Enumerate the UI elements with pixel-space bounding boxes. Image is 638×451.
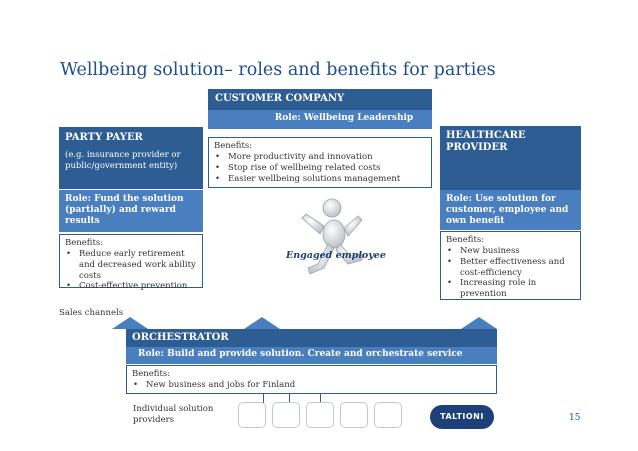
subtitle-line: public/government entity): [65, 161, 178, 171]
orchestrator-header: ORCHESTRATOR: [126, 329, 497, 347]
provider-box: [238, 402, 266, 428]
orchestrator-role: Role: Build and provide solution. Create and orchestrate service: [126, 347, 497, 364]
subtitle-line: (e.g. insurance provider or: [65, 150, 181, 160]
provider-box: [272, 402, 300, 428]
list-item: • Stop rise of wellbeing related costs: [214, 163, 426, 174]
party-payer-benefits: [59, 234, 203, 292]
list-item: • Reduce early retirement and decreased work ability costs: [65, 249, 197, 281]
customer-company-role: Role: Wellbeing Leadership: [208, 110, 432, 129]
list-item: • New business and jobs for Finland: [132, 380, 491, 391]
page-number: 15: [569, 413, 581, 423]
label-line: Individual solution: [133, 404, 214, 414]
list-item: • More productivity and innovation: [214, 152, 426, 163]
page-title: Wellbeing solution– roles and benefits for parties: [60, 60, 496, 80]
benefits-label: Benefits:: [446, 235, 485, 245]
benefits-label: Benefits:: [214, 141, 253, 151]
role-line: own benefit: [446, 216, 505, 226]
customer-company-benefits: [208, 137, 432, 188]
taltioni-logo: TALTIONI: [430, 405, 494, 429]
role-line: results: [65, 216, 100, 226]
healthcare-provider-header: [440, 126, 581, 190]
label-line: providers: [133, 415, 175, 425]
role-line: Role: Fund the solution: [65, 194, 184, 204]
list-item: • Better effectiveness and cost-efficiency: [446, 257, 575, 279]
benefits-label: Benefits:: [132, 369, 171, 379]
providers-label: [133, 404, 213, 426]
header-line: HEALTHCARE: [446, 130, 526, 141]
healthcare-provider-benefits: [440, 231, 581, 300]
customer-company-header: CUSTOMER COMPANY: [208, 89, 432, 110]
arrow-up-icon: [112, 317, 148, 329]
provider-box: [306, 402, 334, 428]
center-label: Engaged employee: [286, 250, 386, 261]
list-item: • Easier wellbeing solutions management: [214, 174, 426, 185]
arrow-up-icon: [244, 317, 280, 329]
provider-box: [340, 402, 368, 428]
role-line: customer, employee and: [446, 205, 569, 215]
header-line: PROVIDER: [446, 142, 508, 153]
party-payer-header-box: [59, 127, 203, 189]
healthcare-provider-role: [440, 190, 581, 230]
list-item: • Cost-effective prevention: [65, 281, 197, 292]
sales-channels-label: Sales channels: [59, 308, 124, 318]
party-payer-header: PARTY PAYER: [65, 132, 143, 143]
role-line: (partially) and reward: [65, 205, 176, 215]
role-line: Role: Use solution for: [446, 194, 556, 204]
arrow-up-icon: [461, 317, 497, 329]
engaged-employee-figure-icon: [296, 194, 372, 286]
party-payer-role: [59, 190, 203, 232]
orchestrator-benefits: [126, 365, 497, 394]
provider-box: [374, 402, 402, 428]
party-payer-subtitle: [65, 150, 197, 172]
benefits-label: Benefits:: [65, 238, 104, 248]
list-item: • Increasing role in prevention: [446, 278, 575, 300]
list-item: • New business: [446, 246, 575, 257]
